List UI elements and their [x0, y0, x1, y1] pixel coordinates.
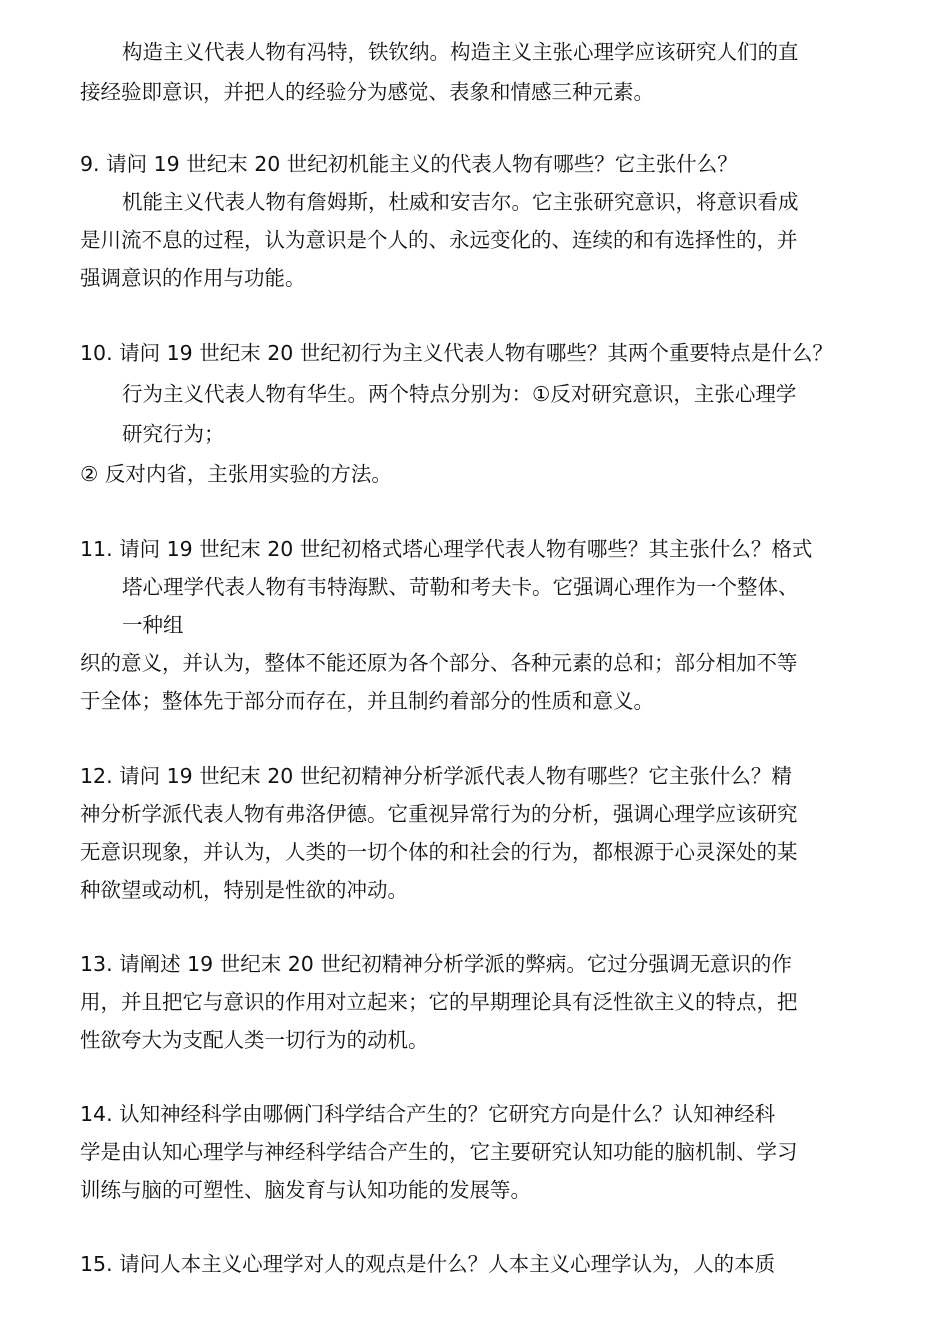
text-line: 12. 请问 19 世纪末 20 世纪初精神分析学派代表人物有哪些？它主张什么？精 — [80, 764, 792, 788]
text-line: 是川流不息的过程，认为意识是个人的、永远变化的、连续的和有选择性的，并 — [80, 228, 798, 252]
text-line: 行为主义代表人物有华生。两个特点分别为：①反对研究意识，主张心理学 — [122, 382, 797, 406]
text-line: 15. 请问人本主义心理学对人的观点是什么？人本主义心理学认为，人的本质 — [80, 1252, 776, 1276]
text-line: 机能主义代表人物有詹姆斯，杜威和安吉尔。它主张研究意识，将意识看成 — [122, 190, 799, 214]
text-line: 10. 请问 19 世纪末 20 世纪初行为主义代表人物有哪些？其两个重要特点是什么？ — [80, 341, 833, 365]
text-line: 13. 请阐述 19 世纪末 20 世纪初精神分析学派的弊病。它过分强调无意识的作 — [80, 952, 792, 976]
text-line: 神分析学派代表人物有弗洛伊德。它重视异常行为的分析，强调心理学应该研究 — [80, 802, 798, 826]
text-line: 于全体；整体先于部分而存在，并且制约着部分的性质和意义。 — [80, 689, 654, 713]
text-line: 种欲望或动机，特别是性欲的冲动。 — [80, 878, 408, 902]
text-line: 11. 请问 19 世纪末 20 世纪初格式塔心理学代表人物有哪些？其主张什么？格式 — [80, 537, 813, 561]
text-line: 9. 请问 19 世纪末 20 世纪初机能主义的代表人物有哪些？它主张什么？ — [80, 152, 738, 176]
text-line: 织的意义，并认为，整体不能还原为各个部分、各种元素的总和；部分相加不等 — [80, 651, 798, 675]
text-line: 接经验即意识，并把人的经验分为感觉、表象和情感三种元素。 — [80, 80, 654, 104]
text-line: 构造主义代表人物有冯特，铁钦纳。构造主义主张心理学应该研究人们的直 — [122, 40, 799, 64]
text-line: 一种组 — [122, 613, 184, 637]
text-line: 14. 认知神经科学由哪俩门科学结合产生的？它研究方向是什么？认知神经科 — [80, 1102, 776, 1126]
text-line: 无意识现象，并认为，人类的一切个体的和社会的行为，都根源于心灵深处的某 — [80, 840, 798, 864]
text-line: 塔心理学代表人物有韦特海默、苛勒和考夫卡。它强调心理作为一个整体、 — [122, 575, 799, 599]
text-line: 研究行为； — [122, 422, 225, 446]
text-line: 学是由认知心理学与神经科学结合产生的，它主要研究认知功能的脑机制、学习 — [80, 1140, 798, 1164]
text-line: 强调意识的作用与功能。 — [80, 266, 306, 290]
text-line: ② 反对内省，主张用实验的方法。 — [80, 462, 392, 486]
text-line: 性欲夸大为支配人类一切行为的动机。 — [80, 1028, 429, 1052]
text-line: 用，并且把它与意识的作用对立起来；它的早期理论具有泛性欲主义的特点，把 — [80, 990, 798, 1014]
text-line: 训练与脑的可塑性、脑发育与认知功能的发展等。 — [80, 1178, 531, 1202]
